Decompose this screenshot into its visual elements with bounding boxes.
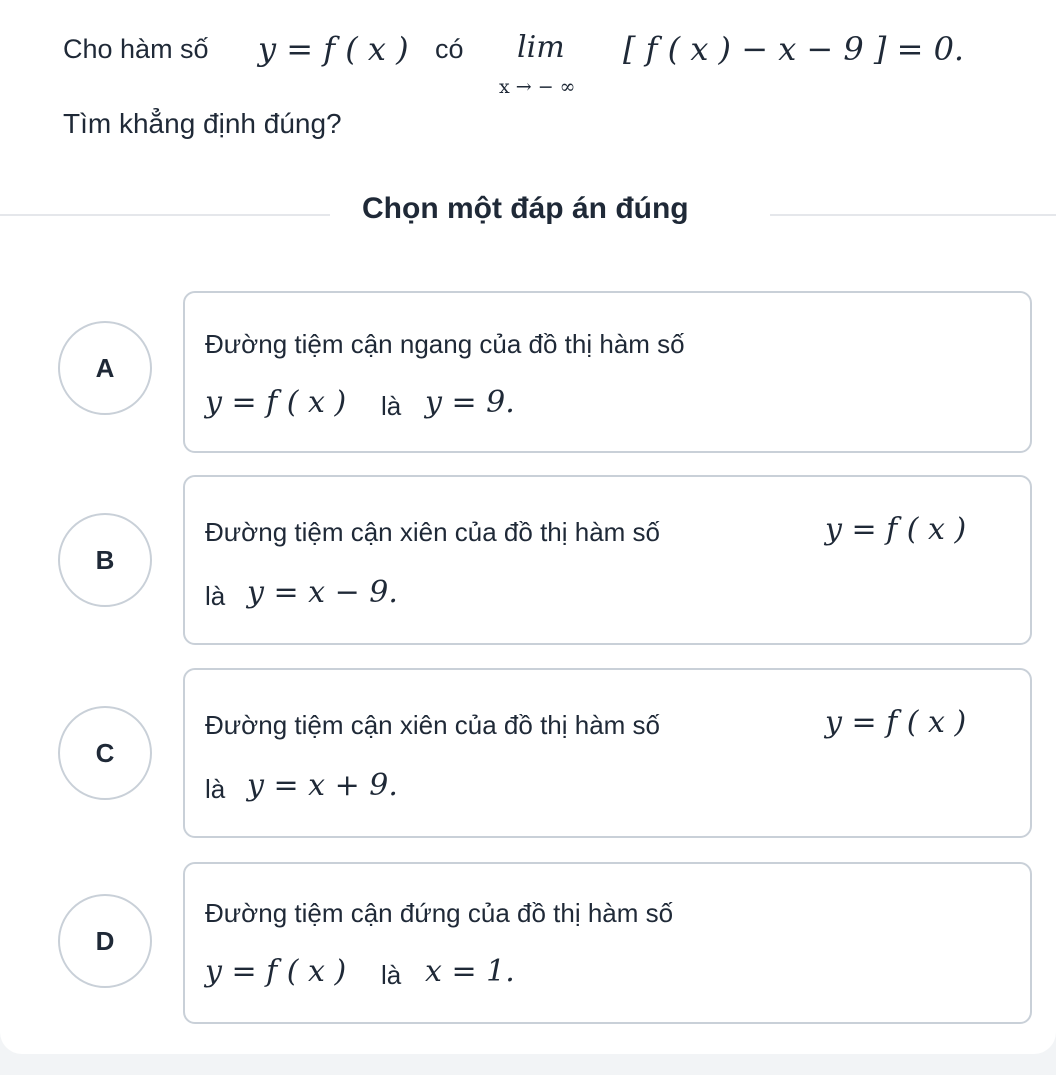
option-c-la: là xyxy=(205,774,226,804)
option-b-answer: y = x − 9. xyxy=(247,575,398,610)
option-b-box[interactable] xyxy=(183,475,1032,645)
option-a-la: là xyxy=(381,391,402,421)
section-title: Chọn một đáp án đúng xyxy=(362,192,689,225)
limit-expression xyxy=(453,28,623,98)
limit-body: [ f ( x ) − x − 9 ] = 0. xyxy=(623,30,965,68)
option-b-line1: Đường tiệm cận xiên của đồ thị hàm số xyxy=(205,517,661,547)
option-c-answer: y = x + 9. xyxy=(247,768,398,803)
option-b[interactable] xyxy=(56,475,1032,645)
question-prompt: Tìm khẳng định đúng? xyxy=(63,108,342,139)
option-letter-a[interactable]: A xyxy=(58,321,152,415)
option-letter-d[interactable]: D xyxy=(58,894,152,988)
question-function: y = f ( x ) xyxy=(258,30,409,68)
option-c-box[interactable] xyxy=(183,668,1032,838)
option-c[interactable] xyxy=(56,668,1032,838)
option-a-line1: Đường tiệm cận ngang của đồ thị hàm số xyxy=(205,329,685,359)
option-d-answer: x = 1. xyxy=(425,954,515,989)
option-letter-b[interactable]: B xyxy=(58,513,152,607)
section-header xyxy=(0,192,1056,236)
divider-right xyxy=(770,214,1056,216)
option-a-box[interactable] xyxy=(183,291,1032,453)
limit-word: lim xyxy=(517,30,565,65)
option-a-func: y = f ( x ) xyxy=(205,385,347,420)
option-d-line1: Đường tiệm cận đứng của đồ thị hàm số xyxy=(205,898,674,928)
option-d-box[interactable] xyxy=(183,862,1032,1024)
option-c-line1: Đường tiệm cận xiên của đồ thị hàm số xyxy=(205,710,661,740)
divider-left xyxy=(0,214,330,216)
option-b-la: là xyxy=(205,581,226,611)
limit-subscript: x → − ∞ xyxy=(499,76,576,98)
option-a-answer: y = 9. xyxy=(425,385,515,420)
question-prefix: Cho hàm số xyxy=(63,34,209,64)
option-c-func: y = f ( x ) xyxy=(825,705,967,740)
question-co: có xyxy=(435,34,464,64)
option-d-func: y = f ( x ) xyxy=(205,954,347,989)
option-a[interactable] xyxy=(56,291,1032,453)
option-b-func: y = f ( x ) xyxy=(825,512,967,547)
option-d[interactable] xyxy=(56,862,1032,1024)
option-letter-c[interactable]: C xyxy=(58,706,152,800)
option-d-la: là xyxy=(381,960,402,990)
